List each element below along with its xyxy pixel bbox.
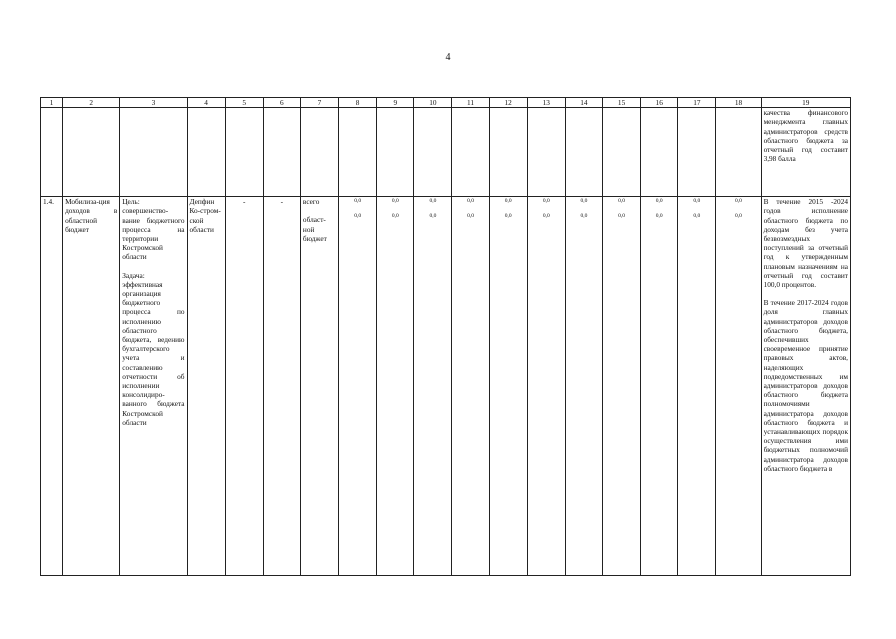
header-cell: 13 <box>527 98 565 108</box>
value-cell <box>716 197 761 576</box>
header-cell: 2 <box>63 98 120 108</box>
header-cell: 6 <box>263 98 300 108</box>
header-cell: 17 <box>678 98 716 108</box>
value-total: 0,0 <box>618 198 625 205</box>
value-total: 0,0 <box>655 198 663 205</box>
value-regional: 0,0 <box>735 213 742 220</box>
value-total: 0,0 <box>693 198 701 205</box>
col5-value: - <box>225 197 263 576</box>
value-regional: 0,0 <box>580 213 588 220</box>
task-text: Задача: эффективная организация бюджетного процесса по исполнению областного бюджета, ведению бухгалтерского учета и составлению отчетности об исполнении консолидиро-ванного бюджета Костромской области <box>122 270 185 427</box>
value-total: 0,0 <box>467 198 474 205</box>
header-cell: 12 <box>489 98 527 108</box>
value-regional: 0,0 <box>655 213 663 220</box>
header-cell: 19 <box>761 98 850 108</box>
executor: Депфин Ко-стром-ской области <box>187 197 225 576</box>
value-cell <box>678 197 716 576</box>
value-regional: 0,0 <box>429 213 437 220</box>
col6-value: - <box>263 197 300 576</box>
header-cell: 10 <box>414 98 452 108</box>
value-cell <box>603 197 641 576</box>
header-cell: 1 <box>41 98 63 108</box>
header-cell: 5 <box>225 98 263 108</box>
value-cell <box>565 197 602 576</box>
source-regional: област-ной бюджет <box>302 215 327 243</box>
value-regional: 0,0 <box>354 213 362 220</box>
header-cell: 9 <box>377 98 414 108</box>
value-cell <box>377 197 414 576</box>
program-table <box>40 97 851 576</box>
table-row <box>41 197 851 576</box>
result-1: В течение 2015 -2024 годов исполнение областного бюджета по доходам без учета безвозмездных поступлений за отчетный год к утвержденным плановым назначениям на отчетный год составит 100,0 процентов. <box>763 197 848 290</box>
value-total: 0,0 <box>735 198 742 205</box>
header-cell: 4 <box>187 98 225 108</box>
value-regional: 0,0 <box>504 213 512 220</box>
value-cell <box>339 197 377 576</box>
page-number: 4 <box>445 52 451 63</box>
header-cell: 3 <box>120 98 187 108</box>
header-cell: 16 <box>641 98 678 108</box>
source-total: всего <box>302 197 320 207</box>
value-cell <box>641 197 678 576</box>
header-cell: 15 <box>603 98 641 108</box>
goal-task-cell <box>120 197 187 576</box>
header-cell: 11 <box>452 98 489 108</box>
funding-source <box>300 197 338 576</box>
header-cell: 7 <box>300 98 338 108</box>
value-total: 0,0 <box>391 198 399 205</box>
value-cell <box>489 197 527 576</box>
value-regional: 0,0 <box>542 213 550 220</box>
value-total: 0,0 <box>354 198 362 205</box>
row-title: Мобилиза-ция доходов в областной бюджет <box>63 197 120 576</box>
value-regional: 0,0 <box>391 213 399 220</box>
value-cell <box>527 197 565 576</box>
value-total: 0,0 <box>429 198 437 205</box>
row-number: 1.4. <box>41 197 63 576</box>
value-regional: 0,0 <box>467 213 474 220</box>
value-total: 0,0 <box>504 198 512 205</box>
header-cell: 18 <box>716 98 761 108</box>
goal-text: Цель: совершенство-вание бюджетного процесса на территории Костромской области <box>122 197 185 262</box>
header-row <box>41 98 851 108</box>
header-cell: 8 <box>339 98 377 108</box>
result-2: В течение 2017-2024 годов доля главных администраторов доходов областного бюджета, обеспечивших своевременное принятие правовых актов, наделяющих подведомственных им администраторов доходов областного бюджета полномочиями администратора доходов областного бюджета и устанавливающих порядок осуществления ими бюджетных полномочий администратора доходов областного бюджета в <box>763 298 848 473</box>
value-cell <box>452 197 489 576</box>
value-total: 0,0 <box>580 198 588 205</box>
value-regional: 0,0 <box>693 213 701 220</box>
value-cell <box>414 197 452 576</box>
value-total: 0,0 <box>542 198 550 205</box>
value-regional: 0,0 <box>618 213 625 220</box>
header-cell: 14 <box>565 98 602 108</box>
continuation-text: качества финансового менеджмента главных администраторов средств областного бюджета за отчетный год составит 3,98 балла <box>761 108 850 197</box>
results-cell <box>761 197 850 576</box>
continuation-row <box>41 108 851 197</box>
